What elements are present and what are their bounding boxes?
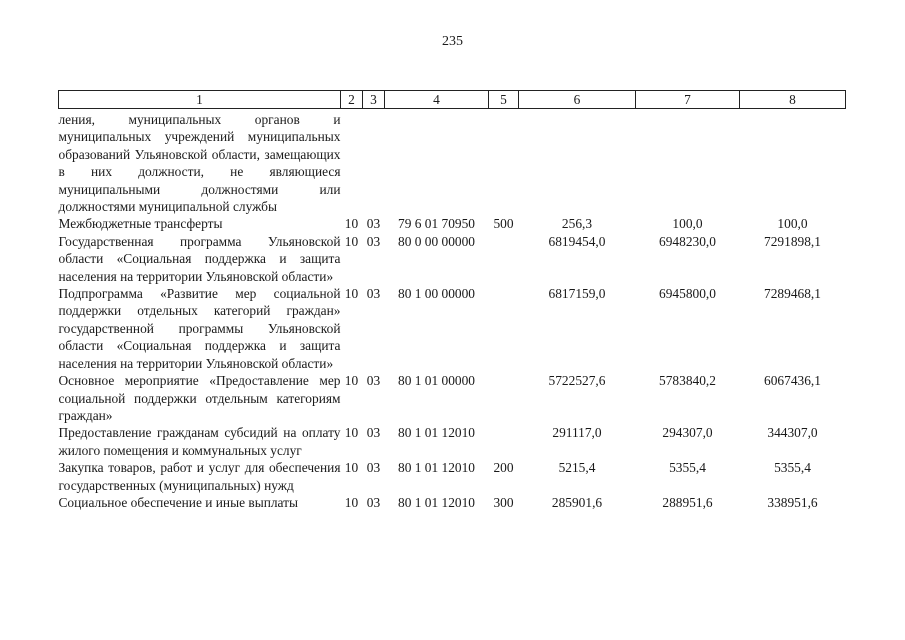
- row-subsection: 03: [366, 425, 381, 441]
- row-expense-type: 300: [493, 494, 514, 510]
- budget-table: [58, 90, 846, 511]
- row-subsection: 03: [366, 460, 381, 476]
- table-row: [59, 372, 846, 424]
- row-section: 10: [344, 425, 359, 441]
- row-target-code: 80 1 01 12010: [398, 460, 475, 476]
- row-expense-type: 200: [493, 460, 514, 476]
- header-col-5: 5: [489, 91, 519, 109]
- row-amount-2: 288951,6: [662, 494, 713, 510]
- header-col-8: 8: [740, 91, 846, 109]
- row-amount-1: 291117,0: [552, 425, 602, 441]
- table-row: [59, 494, 846, 511]
- row-name: Социальное обеспечение и иные выплаты: [58, 494, 299, 510]
- row-target-code: 80 1 01 12010: [398, 425, 475, 441]
- row-section: 10: [344, 233, 359, 249]
- table-row: [59, 215, 846, 232]
- row-expense-type: [489, 233, 519, 285]
- row-amount-3: 344307,0: [767, 425, 818, 441]
- row-amount-3: 100,0: [777, 216, 808, 232]
- row-amount-2: 5355,4: [669, 460, 706, 476]
- row-amount-1: [519, 109, 636, 216]
- header-col-4: 4: [385, 91, 489, 109]
- row-subsection: 03: [366, 233, 381, 249]
- row-subsection: 03: [366, 494, 381, 510]
- header-col-6: 6: [519, 91, 636, 109]
- row-amount-3: 6067436,1: [764, 373, 821, 389]
- row-section: [341, 109, 363, 216]
- table-row: [59, 233, 846, 285]
- row-name: Межбюджетные трансферты: [58, 216, 223, 232]
- row-subsection: 03: [366, 286, 381, 302]
- row-amount-1: 6819454,0: [548, 233, 606, 249]
- row-name: Государственная программа Ульяновской области «Социальная поддержка и защита населения на территории Ульяновской области»: [58, 233, 341, 284]
- row-amount-2: 6945800,0: [659, 286, 716, 302]
- row-amount-1: 5215,4: [558, 460, 596, 476]
- row-section: 10: [344, 460, 359, 476]
- row-amount-3: 5355,4: [774, 460, 811, 476]
- row-amount-3: [740, 109, 846, 216]
- row-section: 10: [344, 216, 359, 232]
- row-section: 10: [344, 494, 359, 510]
- row-section: 10: [344, 373, 359, 389]
- row-name: Предоставление гражданам субсидий на оплату жилого помещения и коммунальных услуг: [58, 425, 341, 458]
- table-header-row: [59, 91, 846, 109]
- row-expense-type: [489, 285, 519, 372]
- row-expense-type: [489, 372, 519, 424]
- row-target-code: 80 1 01 12010: [398, 494, 475, 510]
- table-row: [59, 109, 846, 216]
- row-subsection: [363, 109, 385, 216]
- row-target-code: 79 6 01 70950: [398, 216, 475, 232]
- table-row: [59, 285, 846, 372]
- row-amount-2: 100,0: [672, 216, 703, 232]
- row-amount-2: 6948230,0: [659, 233, 716, 249]
- header-col-3: 3: [363, 91, 385, 109]
- row-section: 10: [344, 286, 359, 302]
- row-amount-3: 7291898,1: [764, 233, 821, 249]
- header-col-2: 2: [341, 91, 363, 109]
- page-number: 235: [442, 34, 463, 49]
- row-expense-type: [489, 424, 519, 459]
- row-amount-3: 7289468,1: [764, 286, 821, 302]
- row-name: ления, муниципальных органов и муниципальных учреждений муниципальных образований Ульяновской области, замещающих в них должности, не являющиеся муниципальными должностями или должностями муниципальной службы: [58, 112, 341, 215]
- header-col-1: 1: [59, 91, 341, 109]
- table-row: [59, 424, 846, 459]
- row-target-code: 80 1 01 00000: [398, 373, 475, 389]
- row-target-code: [385, 109, 489, 216]
- row-amount-1: 285901,6: [551, 494, 603, 510]
- row-subsection: 03: [366, 373, 381, 389]
- header-col-7: 7: [636, 91, 740, 109]
- row-amount-1: 256,3: [561, 216, 593, 232]
- row-amount-3: 338951,6: [767, 494, 818, 510]
- row-name: Основное мероприятие «Предоставление мер социальной поддержки отдельным категориям граждан»: [58, 373, 341, 423]
- row-amount-2: 5783840,2: [659, 373, 716, 389]
- row-amount-1: 5722527,6: [548, 373, 606, 389]
- row-name: Закупка товаров, работ и услуг для обеспечения государственных (муниципальных) нужд: [58, 460, 341, 493]
- row-amount-1: 6817159,0: [548, 286, 606, 302]
- row-target-code: 80 0 00 00000: [398, 233, 475, 249]
- table-row: [59, 459, 846, 494]
- row-expense-type: [489, 109, 519, 216]
- row-target-code: 80 1 00 00000: [398, 286, 475, 302]
- row-amount-2: [636, 109, 740, 216]
- row-subsection: 03: [366, 216, 381, 232]
- row-expense-type: 500: [493, 216, 514, 232]
- row-amount-2: 294307,0: [662, 425, 713, 441]
- row-name: Подпрограмма «Развитие мер социальной поддержки отдельных категорий граждан» государственной программы Ульяновской области «Социальная поддержка и защита населения на территории Ульяновской области»: [58, 286, 341, 371]
